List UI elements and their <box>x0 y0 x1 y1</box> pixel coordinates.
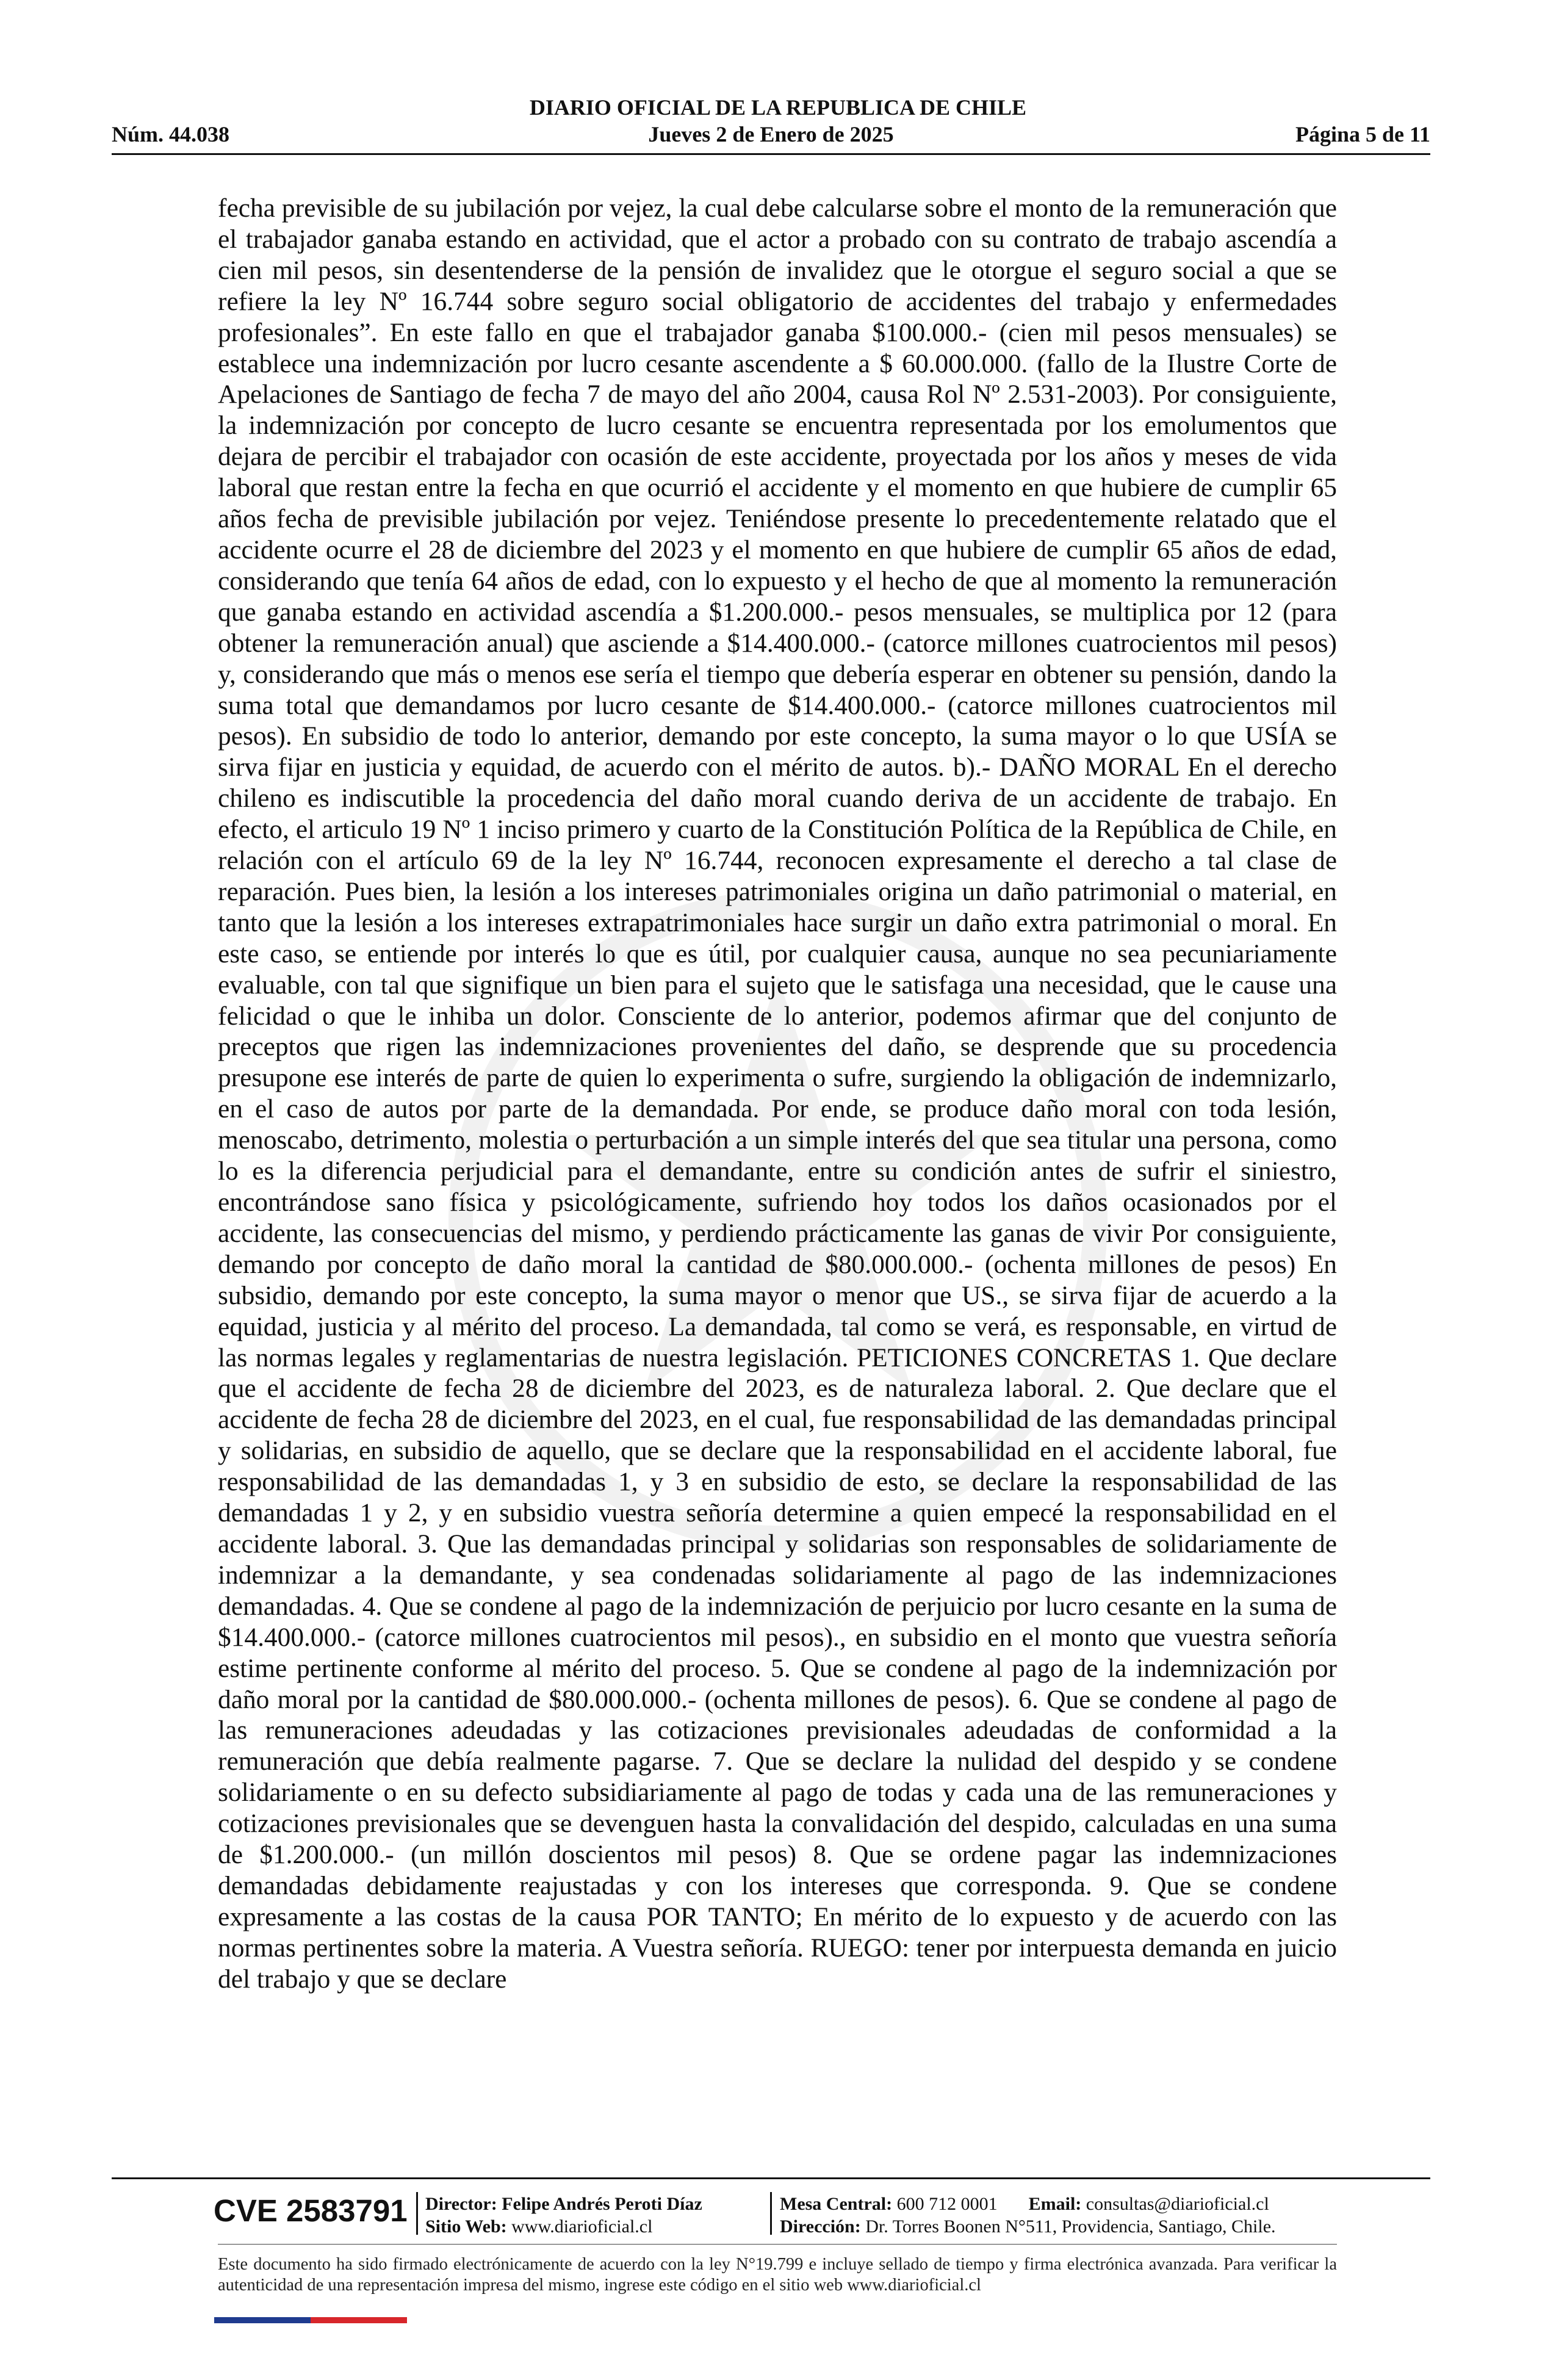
website-line <box>425 2215 702 2238</box>
address-line <box>780 2215 1276 2238</box>
director-label: Director: <box>425 2194 497 2214</box>
director-name: Felipe Andrés Peroti Díaz <box>502 2194 702 2214</box>
director-line <box>425 2193 702 2215</box>
header-row <box>112 121 1430 148</box>
website-label: Sitio Web: <box>425 2216 507 2237</box>
footer-contact-column <box>780 2193 1276 2238</box>
flag-stripe <box>214 2317 407 2323</box>
phone-email-line <box>780 2193 1276 2215</box>
issue-date: Jueves 2 de Enero de 2025 <box>648 122 894 146</box>
legal-notice: Este documento ha sido firmado electrónicamente de acuerdo con la ley N°19.799 e incluye sellado de tiempo y firma electrónica avanzada. Para verificar la autenticidad de una representación impresa del mismo, ingrese este código en el sitio web www.diarioficial.cl <box>218 2255 1337 2295</box>
footer-separator <box>770 2192 772 2235</box>
phone-number: 600 712 0001 <box>896 2194 998 2214</box>
footer-director-column <box>425 2193 702 2238</box>
cve-code: CVE 2583791 <box>214 2193 408 2228</box>
website-link[interactable]: www.diarioficial.cl <box>511 2216 653 2237</box>
page-number: Página 5 de 11 <box>1295 122 1430 146</box>
footer-divider <box>112 2177 1430 2179</box>
email-link[interactable]: consultas@diarioficial.cl <box>1086 2194 1269 2214</box>
flag-stripe-red <box>311 2317 407 2323</box>
legal-notice-divider <box>218 2244 1337 2245</box>
address-label: Dirección: <box>780 2216 861 2237</box>
flag-stripe-blue <box>214 2317 311 2323</box>
footer-separator <box>416 2192 418 2235</box>
phone-label: Mesa Central: <box>780 2194 893 2214</box>
issue-number: Núm. 44.038 <box>112 122 230 146</box>
address-text: Dr. Torres Boonen N°511, Providencia, Santiago, Chile. <box>865 2216 1276 2237</box>
document-body-text: fecha previsible de su jubilación por vejez, la cual debe calcularse sobre el monto de la remuneración que el trabajador ganaba estando en actividad, que el actor a probado con su contrato de trabajo ascendía a cien mil pesos, sin desentenderse de la pensión de invalidez que le otorgue el seguro social a que se refiere la ley Nº 16.744 sobre seguro social obligatorio de accidentes del trabajo y enfermedades profesionales”. En este fallo en que el trabajador ganaba $100.000.- (cien mil pesos mensuales) se establece una indemnización por lucro cesante ascendente a $ 60.000.000. (fallo de la Ilustre Corte de Apelaciones de Santiago de fecha 7 de mayo del año 2004, causa Rol Nº 2.531-2003). Por consiguiente, la indemnización por concepto de lucro cesante se encuentra representada por los emolumentos que dejara de percibir el trabajador con ocasión de este accidente, proyectada por los años y meses de vida laboral que restan entre la fecha en que ocurrió el accidente y el momento en que hubiere de cumplir 65 años fecha de previsible jubilación por vejez. Teniéndose presente lo precedentemente relatado que el accidente ocurre el 28 de diciembre del 2023 y el momento en que hubiere de cumplir 65 años de edad, considerando que tenía 64 años de edad, con lo expuesto y el hecho de que al momento la remuneración que ganaba estando en actividad ascendía a $1.200.000.- pesos mensuales, se multiplica por 12 (para obtener la remuneración anual) que asciende a $14.400.000.- (catorce millones cuatrocientos mil pesos) y, considerando que más o menos ese sería el tiempo que debería esperar en obtener su pensión, dando la suma total que demandamos por lucro cesante de $14.400.000.- (catorce millones cuatrocientos mil pesos). En subsidio de todo lo anterior, demando por este concepto, la suma mayor o lo que USÍA se sirva fijar en justicia y equidad, de acuerdo con el mérito de autos. b).- DAÑO MORAL En el derecho chileno es indiscutible la procedencia del daño moral cuando deriva de un accidente de trabajo. En efecto, el articulo 19 Nº 1 inciso primero y cuarto de la Constitución Política de la República de Chile, en relación con el artículo 69 de la ley Nº 16.744, reconocen expresamente el derecho a tal clase de reparación. Pues bien, la lesión a los intereses patrimoniales origina un daño patrimonial o material, en tanto que la lesión a los intereses extrapatrimoniales hace surgir un daño extra patrimonial o moral. En este caso, se entiende por interés lo que es útil, por cualquier causa, aunque no sea pecuniariamente evaluable, con tal que signifique un bien para el sujeto que le satisfaga una necesidad, que le cause una felicidad o que le inhiba un dolor. Consciente de lo anterior, podemos afirmar que del conjunto de preceptos que rigen las indemnizaciones provenientes del daño, se desprende que su procedencia presupone ese interés de parte de quien lo experimenta o sufre, surgiendo la obligación de indemnizarlo, en el caso de autos por parte de la demandada. Por ende, se produce daño moral con toda lesión, menoscabo, detrimento, molestia o perturbación a un simple interés del que sea titular una persona, como lo es la diferencia perjudicial para el demandante, entre su condición antes de sufrir el siniestro, encontrándose sano física y psicológicamente, sufriendo hoy todos los daños ocasionados por el accidente, las consecuencias del mismo, y perdiendo prácticamente las ganas de vivir Por consiguiente, demando por concepto de daño moral la cantidad de $80.000.000.- (ochenta millones de pesos) En subsidio, demando por este concepto, la suma mayor o menor que US., se sirva fijar de acuerdo a la equidad, justicia y al mérito del proceso. La demandada, tal como se verá, es responsable, en virtud de las normas legales y reglamentarias de nuestra legislación. PETICIONES CONCRETAS 1. Que declare que el accidente de fecha 28 de diciembre del 2023, es de naturaleza laboral. 2. Que declare que el accidente de fecha 28 de diciembre del 2023, en el cual, fue responsabilidad de las demandadas principal y solidarias, en subsidio de aquello, que se declare que la responsabilidad en el accidente laboral, fue responsabilidad de las demandadas 1, y 3 en subsidio de esto, se declare la responsabilidad de las demandadas 1 y 2, y en subsidio vuestra señoría determine a quien empecé la responsabilidad en el accidente laboral. 3. Que las demandadas principal y solidarias son responsables de solidariamente de indemnizar a la demandante, y sea condenadas solidariamente al pago de las indemnizaciones demandadas. 4. Que se condene al pago de la indemnización de perjuicio por lucro cesante en la suma de $14.400.000.- (catorce millones cuatrocientos mil pesos)., en subsidio en el monto que vuestra señoría estime pertinente conforme al mérito del proceso. 5. Que se condene al pago de la indemnización por daño moral por la cantidad de $80.000.000.- (ochenta millones de pesos). 6. Que se condene al pago de las remuneraciones adeudadas y las cotizaciones previsionales adeudadas de conformidad a la remuneración que debía realmente pagarse. 7. Que se declare la nulidad del despido y se condene solidariamente o en su defecto subsidiariamente al pago de todas y cada una de las remuneraciones y cotizaciones previsionales que se devenguen hasta la convalidación del despido, calculadas en una suma de $1.200.000.- (un millón doscientos mil pesos) 8. Que se ordene pagar las indemnizaciones demandadas debidamente reajustadas y con los intereses que corresponda. 9. Que se condene expresamente a las costas de la causa POR TANTO; En mérito de lo expuesto y de acuerdo con las normas pertinentes sobre la materia. A Vuestra señoría. RUEGO: tener por interpuesta demanda en juicio del trabajo y que se declare <box>218 193 1337 1994</box>
newspaper-title: DIARIO OFICIAL DE LA REPUBLICA DE CHILE <box>529 95 1027 120</box>
email-label: Email: <box>1028 2194 1082 2214</box>
header-divider <box>112 153 1430 155</box>
